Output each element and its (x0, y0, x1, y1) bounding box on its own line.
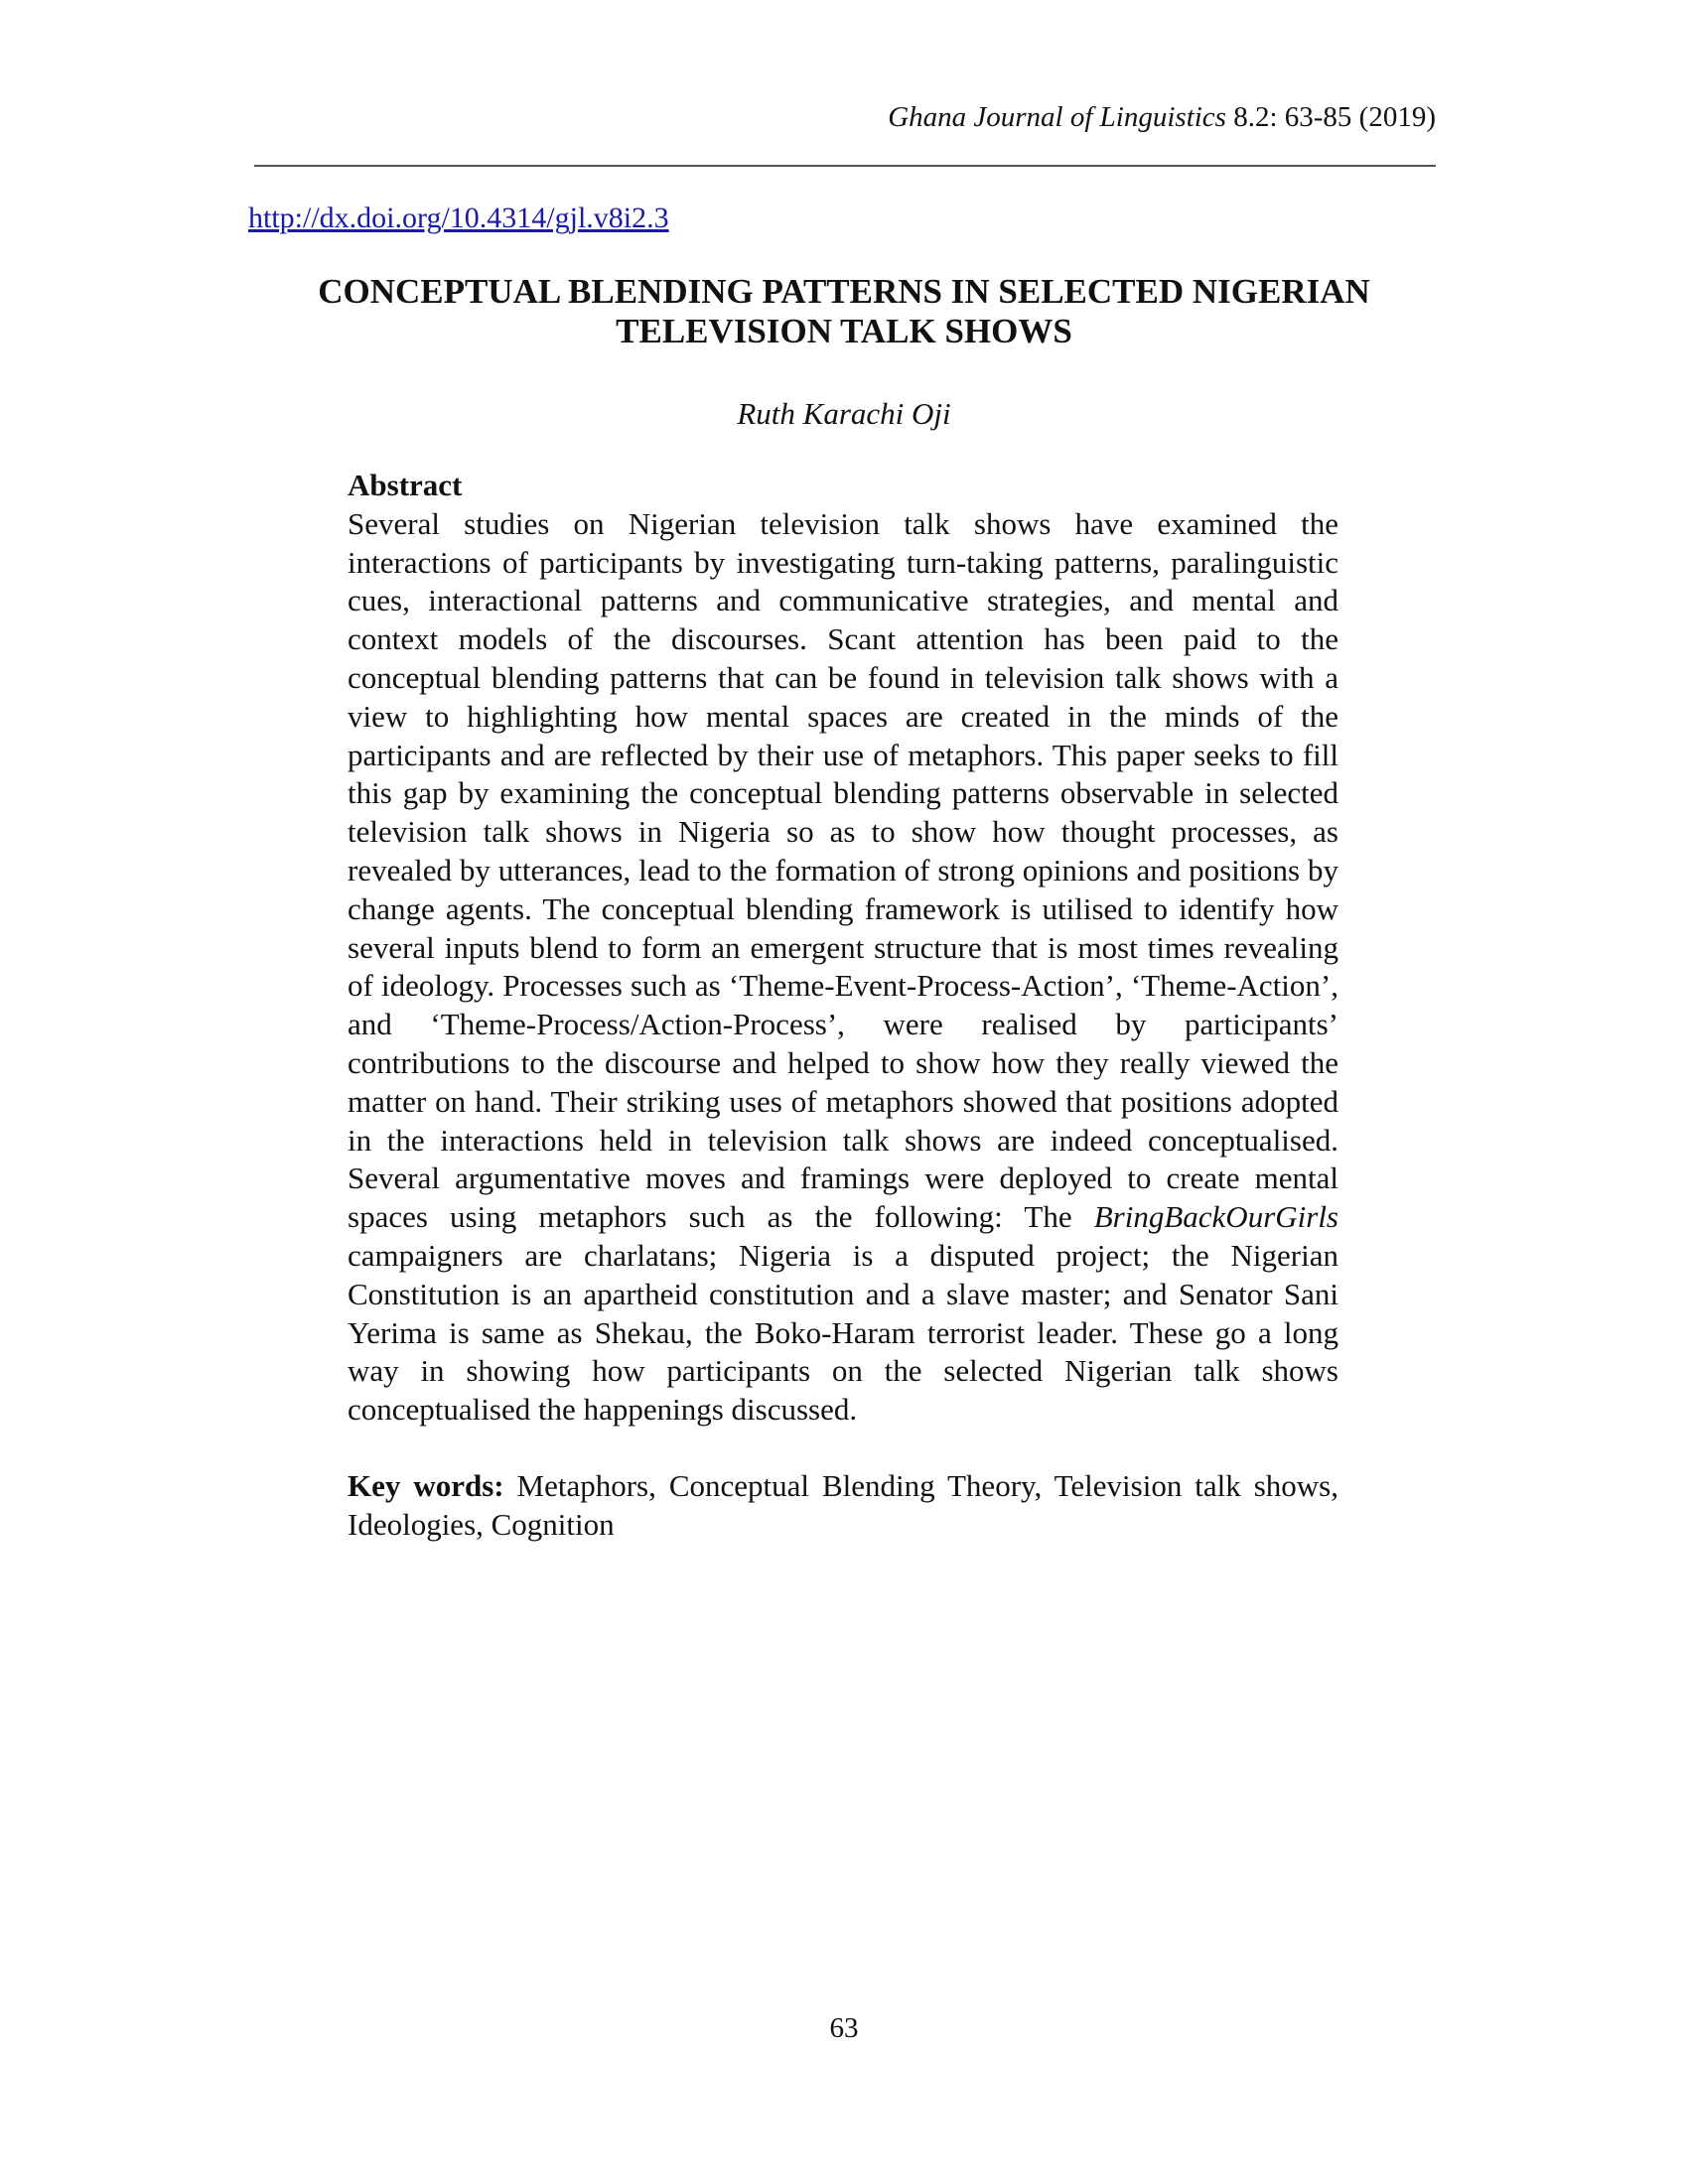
journal-name: Ghana Journal of Linguistics (888, 101, 1226, 133)
title-line-2: TELEVISION TALK SHOWS (616, 312, 1072, 350)
abstract-heading: Abstract (348, 468, 463, 502)
header-divider (254, 165, 1436, 167)
abstract-text-part-1: Several studies on Nigerian television talk shows have examined the interactions of participants by investigating turn-taking patterns, paralinguistic cues, interactional patterns and communicative strategies, and mental and context models of the discourses. Scant attention has been paid to the conceptual blending patterns that can be found in television talk shows with a view to highlighting how mental spaces are created in the minds of the participants and are reflected by their use of metaphors. This paper seeks to fill this gap by examining the conceptual blending patterns observable in selected television talk shows in Nigeria so as to show how thought processes, as revealed by utterances, lead to the formation of strong opinions and positions by change agents. The conceptual blending framework is utilised to identify how several inputs blend to form an emergent structure that is most times revealing of ideology. Processes such as ‘Theme-Event-Process-Action’, ‘Theme-Action’, and ‘Theme-Process/Action-Process’, were realised by participants’ contributions to the discourse and helped to show how they really viewed the matter on hand. Their striking uses of metaphors showed that positions adopted in the interactions held in television talk shows are indeed conceptualised. Several argumentative moves and framings were deployed to create mental spaces using metaphors such as the following: The (348, 505, 1338, 1235)
paper-title (228, 272, 1460, 351)
volume-pages: 8.2: 63-85 (2019) (1225, 101, 1436, 133)
running-header (888, 99, 1436, 135)
author-name: Ruth Karachi Oji (737, 396, 951, 431)
abstract-text-part-2: campaigners are charlatans; Nigeria is a disputed project; the Nigerian Constitution is an apartheid constitution and a slave master; and Senator Sani Yerima is same as Shekau, the Boko-Haram terrorist leader. These go a long way in showing how participants on the selected Nigerian talk shows conceptualised the happenings discussed. (348, 1237, 1338, 1428)
abstract-italic-term: BringBackOurGirls (1093, 1199, 1338, 1235)
keywords-text: Metaphors, Conceptual Blending Theory, Television talk shows, Ideologies, Cognition (348, 1467, 1338, 1542)
abstract-section (348, 467, 1338, 1545)
doi-link[interactable]: http://dx.doi.org/10.4314/gjl.v8i2.3 (248, 202, 669, 234)
keywords-label: Key words: (348, 1467, 504, 1503)
title-line-1: CONCEPTUAL BLENDING PATTERNS IN SELECTED NIGERIAN (318, 272, 1370, 311)
page-number: 63 (829, 2012, 859, 2044)
keywords (348, 1467, 1338, 1545)
abstract-body (348, 505, 1338, 1430)
